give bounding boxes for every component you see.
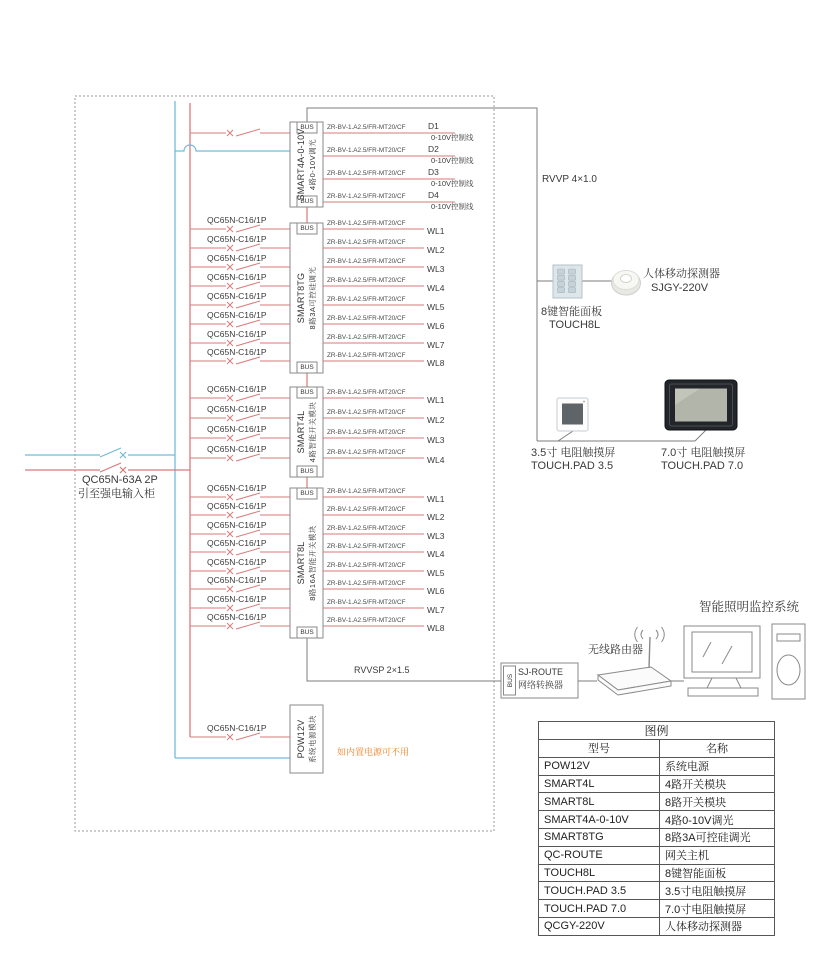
legend-name-cell: 4路开关模块 — [660, 775, 775, 793]
pad70-name-label: 7.0寸 电阻触摸屏 — [661, 447, 746, 459]
channel-id: D4 — [428, 190, 439, 200]
gateway-model-label: SJ-ROUTE — [518, 667, 563, 677]
breaker-label: QC65N-C16/1P — [207, 723, 267, 733]
module-vertical-label — [290, 488, 323, 638]
channel-id: WL3 — [427, 435, 445, 445]
breaker-label: QC65N-C16/1P — [207, 272, 267, 282]
channel-id: WL7 — [427, 340, 445, 350]
module-model: POW12V — [295, 719, 306, 759]
breaker-blade — [236, 585, 260, 592]
legend-name-cell: 8路3A可控硅调光 — [660, 828, 775, 846]
motion-detector-icon — [612, 271, 641, 296]
legend-model-cell: TOUCH8L — [539, 864, 660, 882]
legend-row — [539, 757, 775, 775]
legend-row — [539, 882, 775, 900]
module-desc: 8路3A可控硅调光 — [307, 266, 317, 330]
legend-model-cell: QC-ROUTE — [539, 846, 660, 864]
module-vertical-label — [290, 223, 323, 373]
breaker-blade — [236, 301, 260, 308]
channel-id: WL3 — [427, 264, 445, 274]
channel-id: WL1 — [427, 494, 445, 504]
module-model: SMART4L — [295, 410, 306, 454]
breaker-label: QC65N-C16/1P — [207, 444, 267, 454]
touchpad-35-icon — [557, 398, 588, 431]
channel-id: WL2 — [427, 245, 445, 255]
channel-id: WL2 — [427, 512, 445, 522]
legend-row — [539, 917, 775, 935]
breaker-label: QC65N-C16/1P — [207, 538, 267, 548]
breaker-blade — [236, 733, 260, 740]
pad70-model-label: TOUCH.PAD 7.0 — [661, 460, 744, 472]
wireless-router-icon — [598, 627, 671, 695]
legend-title: 图例 — [539, 722, 775, 740]
module-desc: 8路16A智能开关模块 — [307, 525, 317, 601]
legend-row — [539, 864, 775, 882]
channel-wire-label: ZR-BV-1.A2.5/FR-MT20/CF — [327, 488, 406, 495]
channel-id: D3 — [428, 167, 439, 177]
legend-row — [539, 793, 775, 811]
incoming-source-label: 引至强电输入柜 — [78, 488, 155, 500]
breaker-blade — [236, 244, 260, 251]
channel-wire-label: ZR-BV-1.A2.5/FR-MT20/CF — [327, 258, 406, 265]
breaker-label: QC65N-C16/1P — [207, 501, 267, 511]
channel-wire-label: ZR-BV-1.A2.5/FR-MT20/CF — [327, 389, 406, 396]
legend-name-cell: 8路开关模块 — [660, 793, 775, 811]
channel-wire-label: ZR-BV-1.A2.5/FR-MT20/CF — [327, 617, 406, 624]
channel-wire-label: ZR-BV-1.A2.5/FR-MT20/CF — [327, 599, 406, 606]
legend-name-cell: 人体移动探测器 — [660, 917, 775, 935]
pad35-name-label: 3.5寸 电阻触摸屏 — [531, 447, 616, 459]
legend-model-cell: TOUCH.PAD 7.0 — [539, 900, 660, 918]
channel-wire-label: ZR-BV-1.A2.5/FR-MT20/CF — [327, 334, 406, 341]
breaker-label: QC65N-C16/1P — [207, 424, 267, 434]
bus-port-label: BUS — [300, 225, 314, 232]
breaker-label: QC65N-C16/1P — [207, 347, 267, 357]
monitor-icon — [684, 626, 760, 696]
touchpad-70-icon — [665, 380, 737, 430]
legend-model-cell: SMART8L — [539, 793, 660, 811]
channel-wire-label: ZR-BV-1.A2.5/FR-MT20/CF — [327, 277, 406, 284]
breaker-blade — [236, 414, 260, 421]
channel-id: WL1 — [427, 395, 445, 405]
breaker-label: QC65N-C16/1P — [207, 404, 267, 414]
breaker-label: QC65N-C16/1P — [207, 483, 267, 493]
channel-id: WL4 — [427, 549, 445, 559]
breaker-blade — [236, 511, 260, 518]
legend-name-cell: 8键智能面板 — [660, 864, 775, 882]
dimmer-neutral-feed — [175, 145, 290, 151]
channel-id: WL6 — [427, 586, 445, 596]
channel-wire-label: ZR-BV-1.A2.5/FR-MT20/CF — [327, 296, 406, 303]
legend-header-model: 型号 — [539, 740, 660, 758]
channel-id: WL3 — [427, 531, 445, 541]
bus-port-label: BUS — [300, 629, 314, 636]
rvvp-cable-label: RVVP 4×1.0 — [542, 174, 597, 185]
bus-port-label: BUS — [300, 389, 314, 396]
channel-wire-label: ZR-BV-1.A2.5/FR-MT20/CF — [327, 315, 406, 322]
breaker-label: QC65N-C16/1P — [207, 594, 267, 604]
module-vertical-label — [290, 122, 323, 207]
bus-port-label: BUS — [300, 364, 314, 371]
legend-row — [539, 900, 775, 918]
breaker-blade — [236, 530, 260, 537]
module-model: SMART8L — [295, 541, 306, 585]
breaker-blade — [236, 604, 260, 611]
legend-row — [539, 828, 775, 846]
channel-wire-label: ZR-BV-1.A2.5/FR-MT20/CF — [327, 562, 406, 569]
legend-model-cell: SMART4A-0-10V — [539, 811, 660, 829]
gateway-name-label: 网络转换器 — [518, 680, 564, 690]
rvvsp-cable-label: RVVSP 2×1.5 — [354, 665, 410, 675]
channel-id: WL4 — [427, 455, 445, 465]
module-vertical-label — [290, 705, 323, 773]
breaker-label: QC65N-C16/1P — [207, 291, 267, 301]
breaker-blade — [236, 225, 260, 232]
breaker-blade — [236, 394, 260, 401]
breaker-blade — [236, 357, 260, 364]
legend-model-cell: QCGY-220V — [539, 917, 660, 935]
channel-id: WL2 — [427, 415, 445, 425]
power-module-note: 如内置电源可不用 — [337, 747, 410, 757]
legend-row — [539, 775, 775, 793]
bus-port-label: BUS — [300, 198, 314, 205]
legend-model-cell: POW12V — [539, 757, 660, 775]
touch8l-panel-icon — [553, 265, 582, 298]
breaker-blade — [236, 263, 260, 270]
bus-port-label: BUS — [300, 124, 314, 131]
detector-model-label: SJGY-220V — [651, 282, 709, 294]
monitoring-system-label: 智能照明监控系统 — [699, 600, 800, 614]
channel-id: WL4 — [427, 283, 445, 293]
legend-model-cell: SMART4L — [539, 775, 660, 793]
breaker-blade — [236, 434, 260, 441]
legend-name-cell: 3.5寸电阻触摸屏 — [660, 882, 775, 900]
channel-id: WL8 — [427, 358, 445, 368]
breaker-label: QC65N-C16/1P — [207, 520, 267, 530]
bus-port-label: BUS — [300, 468, 314, 475]
module-vertical-label — [290, 387, 323, 477]
channel-wire-label: ZR-BV-1.A2.5/FR-MT20/CF — [327, 220, 406, 227]
channel-wire-label: ZR-BV-1.A2.5/FR-MT20/CF — [327, 506, 406, 513]
channel-id: D2 — [428, 144, 439, 154]
module-desc: 4路智能开关模块 — [307, 401, 317, 463]
module-desc: 系统电源模块 — [307, 715, 317, 763]
breaker-label: QC65N-C16/1P — [207, 575, 267, 585]
legend-row — [539, 811, 775, 829]
legend-name-cell: 7.0寸电阻触摸屏 — [660, 900, 775, 918]
legend-table — [538, 721, 775, 936]
channel-wire-label: ZR-BV-1.A2.5/FR-MT20/CF — [327, 170, 406, 177]
channel-note: 0-10V控制线 — [431, 133, 474, 142]
module-desc: 4路0-10V调光 — [307, 138, 317, 191]
breaker-blade — [236, 622, 260, 629]
breaker-blade — [236, 129, 260, 136]
pc-tower-icon — [772, 624, 805, 699]
gateway-bus-label: BUS — [506, 673, 513, 688]
main-breaker-symbol — [25, 448, 190, 473]
detector-name-label: 人体移动探测器 — [643, 268, 720, 280]
main-breaker-label: QC65N-63A 2P — [82, 474, 158, 486]
legend-model-cell: TOUCH.PAD 3.5 — [539, 882, 660, 900]
channel-wire-label: ZR-BV-1.A2.5/FR-MT20/CF — [327, 409, 406, 416]
channel-wire-label: ZR-BV-1.A2.5/FR-MT20/CF — [327, 147, 406, 154]
pad35-model-label: TOUCH.PAD 3.5 — [531, 460, 614, 472]
touch8l-model-label: TOUCH8L — [549, 319, 601, 331]
module-model: SMART4A-0-10V — [295, 128, 306, 201]
breaker-blade — [236, 454, 260, 461]
channel-wire-label: ZR-BV-1.A2.5/FR-MT20/CF — [327, 429, 406, 436]
channel-id: WL5 — [427, 302, 445, 312]
channel-wire-label: ZR-BV-1.A2.5/FR-MT20/CF — [327, 239, 406, 246]
breaker-label: QC65N-C16/1P — [207, 310, 267, 320]
channel-wire-label: ZR-BV-1.A2.5/FR-MT20/CF — [327, 193, 406, 200]
breaker-blade — [236, 567, 260, 574]
breaker-label: QC65N-C16/1P — [207, 557, 267, 567]
channel-wire-label: ZR-BV-1.A2.5/FR-MT20/CF — [327, 525, 406, 532]
channel-wire-label: ZR-BV-1.A2.5/FR-MT20/CF — [327, 124, 406, 131]
legend-name-cell: 系统电源 — [660, 757, 775, 775]
breaker-label: QC65N-C16/1P — [207, 612, 267, 622]
channel-id: WL1 — [427, 226, 445, 236]
breaker-blade — [236, 320, 260, 327]
channel-id: WL8 — [427, 623, 445, 633]
router-label: 无线路由器 — [588, 644, 643, 656]
breaker-label: QC65N-C16/1P — [207, 384, 267, 394]
channel-wire-label: ZR-BV-1.A2.5/FR-MT20/CF — [327, 543, 406, 550]
breaker-label: QC65N-C16/1P — [207, 215, 267, 225]
channel-wire-label: ZR-BV-1.A2.5/FR-MT20/CF — [327, 580, 406, 587]
channel-id: WL7 — [427, 605, 445, 615]
breaker-label: QC65N-C16/1P — [207, 253, 267, 263]
legend-row — [539, 846, 775, 864]
channel-note: 0-10V控制线 — [431, 179, 474, 188]
channel-wire-label: ZR-BV-1.A2.5/FR-MT20/CF — [327, 352, 406, 359]
channel-id: WL6 — [427, 321, 445, 331]
channel-note: 0-10V控制线 — [431, 202, 474, 211]
channel-note: 0-10V控制线 — [431, 156, 474, 165]
channel-id: WL5 — [427, 568, 445, 578]
breaker-label: QC65N-C16/1P — [207, 329, 267, 339]
breaker-blade — [236, 339, 260, 346]
channel-id: D1 — [428, 121, 439, 131]
legend-name-cell: 4路0-10V调光 — [660, 811, 775, 829]
channel-wire-label: ZR-BV-1.A2.5/FR-MT20/CF — [327, 449, 406, 456]
legend-name-cell: 网关主机 — [660, 846, 775, 864]
breaker-blade — [236, 548, 260, 555]
touch8l-name-label: 8键智能面板 — [541, 306, 603, 318]
breaker-label: QC65N-C16/1P — [207, 234, 267, 244]
module-model: SMART8TG — [295, 272, 306, 324]
legend-model-cell: SMART8TG — [539, 828, 660, 846]
breaker-blade — [236, 493, 260, 500]
bus-port-label: BUS — [300, 490, 314, 497]
legend-header-name: 名称 — [660, 740, 775, 758]
breaker-blade — [236, 282, 260, 289]
